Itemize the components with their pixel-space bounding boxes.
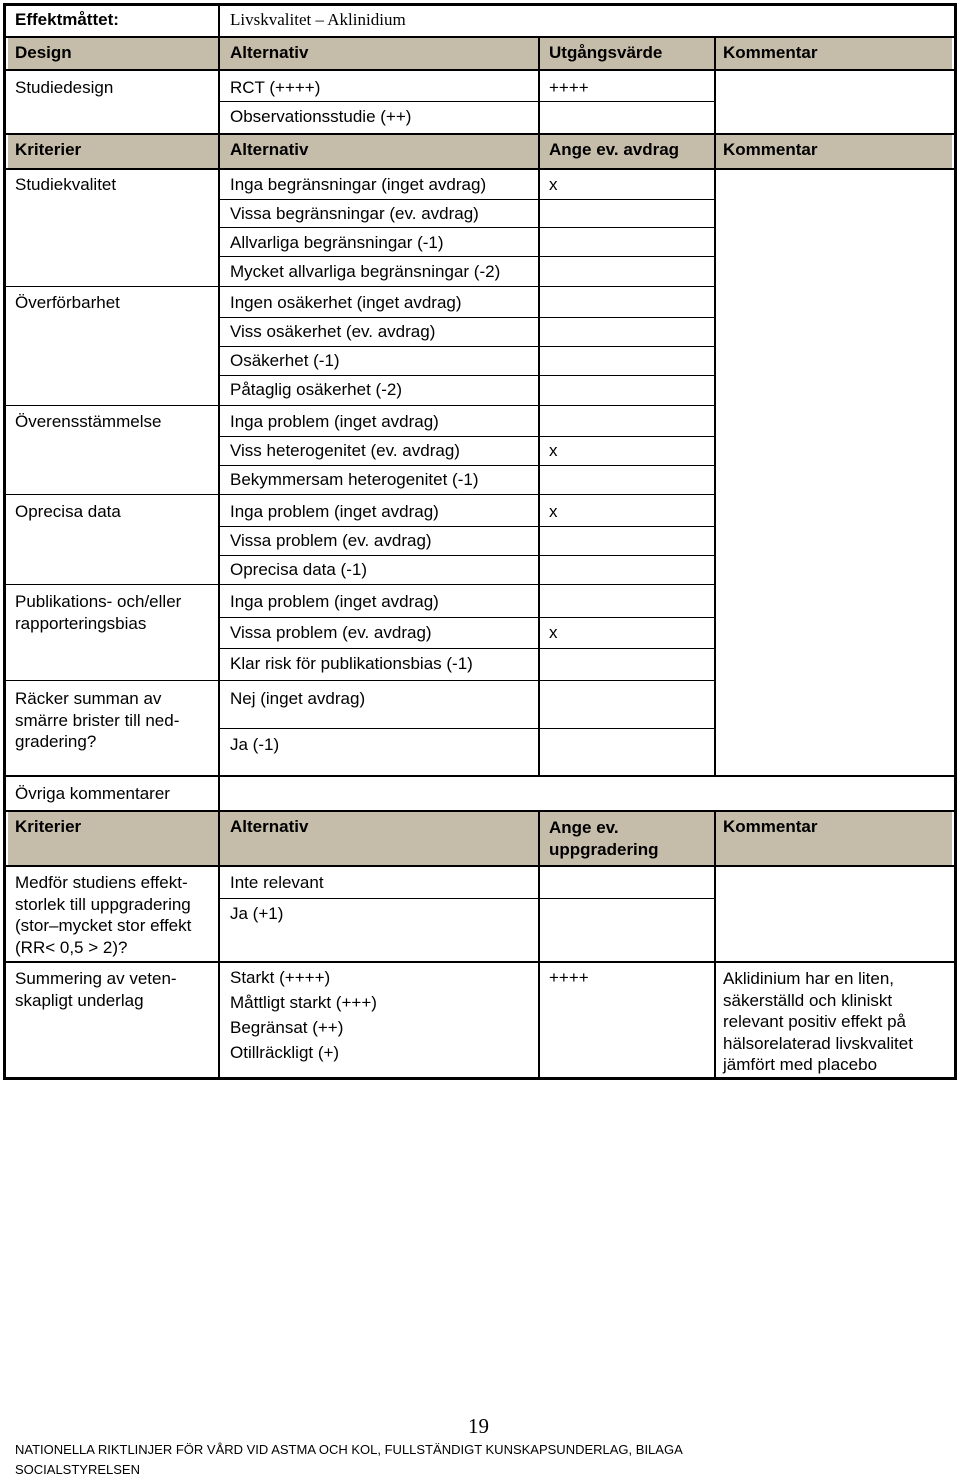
rule bbox=[6, 865, 954, 867]
criteria-header-kommentar: Kommentar bbox=[723, 140, 818, 159]
footer-line-2: SOCIALSTYRELSEN bbox=[15, 1462, 140, 1477]
rule bbox=[714, 36, 716, 777]
criterion-alt: Osäkerhet (-1) bbox=[230, 351, 340, 370]
criterion-alt: Inga problem (inget avdrag) bbox=[230, 592, 439, 611]
criterion-alt: Vissa problem (ev. avdrag) bbox=[230, 623, 432, 642]
criterion-alt: Bekymmersam heterogenitet (-1) bbox=[230, 470, 479, 489]
criterion-alt: Ingen osäkerhet (inget avdrag) bbox=[230, 293, 462, 312]
criterion-alt: Vissa problem (ev. avdrag) bbox=[230, 531, 432, 550]
rule bbox=[6, 961, 954, 963]
rule bbox=[714, 810, 716, 1077]
criterion-alt: Inga problem (inget avdrag) bbox=[230, 412, 439, 431]
criterion-mark: x bbox=[549, 441, 558, 460]
criterion-label: Räcker summan av smärre brister till ned-gradering? bbox=[15, 689, 180, 751]
studiedesign-alt: Observationsstudie (++) bbox=[230, 107, 412, 126]
criterion-label: Överförbarhet bbox=[15, 293, 120, 312]
summary-alt: Starkt (++++) bbox=[230, 968, 331, 987]
rule bbox=[6, 36, 954, 38]
criterion-alt: Vissa begränsningar (ev. avdrag) bbox=[230, 204, 479, 223]
rule bbox=[219, 256, 715, 257]
summary-label: Summering av veten-skapligt underlag bbox=[15, 969, 177, 1010]
upgrade-alt: Inte relevant bbox=[230, 873, 324, 892]
design-header-kommentar: Kommentar bbox=[723, 43, 818, 62]
rule bbox=[6, 680, 716, 681]
rule bbox=[6, 810, 954, 812]
studiedesign-label: Studiedesign bbox=[15, 78, 114, 97]
upgrade-header-kommentar: Kommentar bbox=[723, 817, 818, 836]
rule bbox=[219, 728, 715, 729]
criterion-alt: Ja (-1) bbox=[230, 735, 280, 754]
rule bbox=[6, 775, 954, 777]
other-comments-label: Övriga kommentarer bbox=[15, 784, 170, 803]
summary-alt: Måttligt starkt (+++) bbox=[230, 993, 377, 1012]
criterion-alt: Inga problem (inget avdrag) bbox=[230, 502, 439, 521]
rule bbox=[219, 898, 715, 899]
criterion-alt: Viss osäkerhet (ev. avdrag) bbox=[230, 322, 436, 341]
rule bbox=[219, 346, 715, 347]
summary-value: ++++ bbox=[549, 968, 589, 987]
summary-alt: Begränsat (++) bbox=[230, 1018, 344, 1037]
upgrade-header-uppgradering: Ange ev. uppgradering bbox=[549, 818, 659, 859]
criterion-label: Oprecisa data bbox=[15, 502, 121, 521]
design-header-design: Design bbox=[15, 43, 72, 62]
upgrade-alt: Ja (+1) bbox=[230, 904, 284, 923]
criterion-alt: Klar risk för publikationsbias (-1) bbox=[230, 654, 473, 673]
rule bbox=[6, 494, 716, 495]
criteria-header-kriterier: Kriterier bbox=[15, 140, 82, 159]
rule bbox=[219, 317, 715, 318]
rule bbox=[219, 555, 715, 556]
rule bbox=[219, 526, 715, 527]
rule bbox=[219, 436, 715, 437]
upgrade-label: Medför studiens effekt-storlek till uppgradering (stor–mycket stor effekt (RR< 0,5 > 2)? bbox=[15, 873, 192, 957]
criterion-mark: x bbox=[549, 623, 558, 642]
page-number: 19 bbox=[468, 1414, 489, 1438]
rule bbox=[6, 286, 716, 287]
rule bbox=[6, 584, 716, 585]
rule bbox=[219, 227, 715, 228]
criterion-alt: Allvarliga begränsningar (-1) bbox=[230, 233, 444, 252]
rule bbox=[219, 375, 715, 376]
criteria-header-avdrag: Ange ev. avdrag bbox=[549, 140, 680, 159]
rule bbox=[538, 36, 540, 777]
criterion-mark: x bbox=[549, 502, 558, 521]
design-header-alternativ: Alternativ bbox=[230, 43, 309, 62]
criterion-alt: Viss heterogenitet (ev. avdrag) bbox=[230, 441, 460, 460]
summary-comment: Aklidinium har en liten, säkerställd och kliniskt relevant positiv effekt på hälsorelaterad livskvalitet jämfört med placebo bbox=[723, 969, 913, 1074]
rule bbox=[6, 69, 954, 71]
criterion-alt: Påtaglig osäkerhet (-2) bbox=[230, 380, 402, 399]
criterion-alt: Nej (inget avdrag) bbox=[230, 689, 366, 708]
rule bbox=[219, 101, 715, 102]
footer-line-1: NATIONELLA RIKTLINJER FÖR VÅRD VID ASTMA OCH KOL, FULLSTÄNDIGT KUNSKAPSUNDERLAG, BILAGA bbox=[15, 1442, 683, 1457]
criterion-label: Publikations- och/eller rapporteringsbias bbox=[15, 592, 182, 633]
criterion-label: Överensstämmelse bbox=[15, 412, 162, 431]
criterion-label: Studiekvalitet bbox=[15, 175, 117, 194]
criterion-alt: Inga begränsningar (inget avdrag) bbox=[230, 175, 487, 194]
rule bbox=[538, 810, 540, 1077]
criterion-alt: Mycket allvarliga begränsningar (-2) bbox=[230, 262, 501, 281]
studiedesign-alt: RCT (++++) bbox=[230, 78, 321, 97]
design-header-utgangsvarde: Utgångsvärde bbox=[549, 43, 663, 62]
rule bbox=[219, 465, 715, 466]
criterion-alt: Oprecisa data (-1) bbox=[230, 560, 367, 579]
studiedesign-value: ++++ bbox=[549, 78, 589, 97]
rule bbox=[219, 617, 715, 618]
summary-alt: Otillräckligt (+) bbox=[230, 1043, 340, 1062]
rule bbox=[6, 133, 954, 135]
rule bbox=[6, 168, 954, 170]
rule bbox=[219, 648, 715, 649]
effect-label: Effektmåttet: bbox=[15, 10, 119, 29]
upgrade-header-alternativ: Alternativ bbox=[230, 817, 309, 836]
criteria-header-alternativ: Alternativ bbox=[230, 140, 309, 159]
upgrade-header-kriterier: Kriterier bbox=[15, 817, 82, 836]
rule bbox=[219, 199, 715, 200]
criterion-mark: x bbox=[549, 175, 558, 194]
rule bbox=[218, 6, 220, 1077]
effect-value: Livskvalitet – Aklinidium bbox=[230, 10, 406, 29]
rule bbox=[6, 405, 716, 406]
